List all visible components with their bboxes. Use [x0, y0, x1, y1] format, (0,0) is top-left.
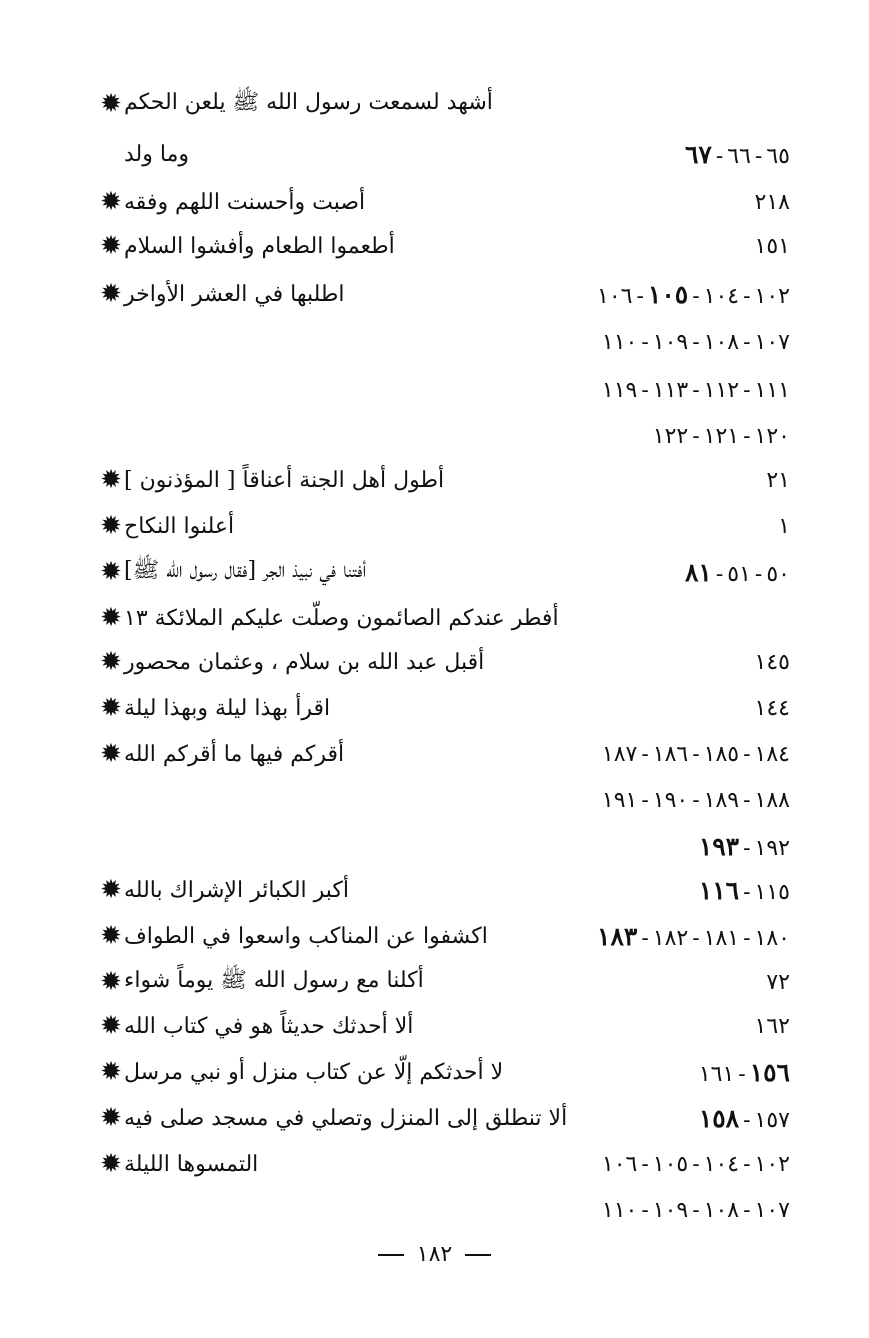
index-entry	[90, 274, 790, 314]
index-entry	[90, 552, 790, 592]
star-bullet-icon: ✹	[100, 693, 122, 723]
index-entry	[90, 1144, 790, 1184]
star-bullet-icon: ✹	[100, 647, 122, 677]
page-ref: ١٨٩	[703, 787, 740, 813]
entry-page-refs	[766, 970, 790, 995]
ref-separator: -	[743, 879, 751, 905]
ref-separator: -	[692, 377, 700, 403]
ref-separator: -	[743, 1107, 751, 1133]
index-entry	[90, 916, 790, 956]
ref-separator: -	[743, 787, 751, 813]
entry-text: أطول أهل الجنة أعناقاً [ المؤذنون ]	[124, 467, 445, 493]
page-ref: ١٨٢	[652, 925, 689, 951]
page-ref: ١٩٣	[698, 831, 740, 861]
star-bullet-icon: ✹	[100, 875, 122, 905]
ref-separator: -	[743, 1151, 751, 1177]
ref-separator: -	[692, 1151, 700, 1177]
entry-page-refs	[597, 280, 790, 309]
entry-text: أصبت وأحسنت اللهم وفقه	[124, 189, 366, 215]
page-footer	[0, 1242, 869, 1267]
page-ref: ١٠٢	[754, 1151, 790, 1177]
entry-text: ألا أحدثك حديثاً هو في كتاب الله	[124, 1013, 414, 1039]
index-entry	[90, 134, 790, 174]
page-ref: ١٠٥	[647, 279, 689, 309]
entry-text: أفطر عندكم الصائمون وصلّت عليكم الملائكة ١٣	[124, 605, 559, 631]
star-bullet-icon: ✹	[100, 1103, 122, 1133]
ref-separator: -	[641, 329, 649, 355]
index-entry	[90, 1098, 790, 1138]
index-entry	[90, 1052, 790, 1092]
page-ref: ١٠٨	[703, 329, 740, 355]
entry-page-refs	[755, 190, 790, 215]
page-ref: ١١١	[754, 377, 790, 403]
ref-separator: -	[641, 1197, 649, 1223]
page-ref: ١١٣	[652, 377, 689, 403]
page-ref: ١٠٥	[652, 1151, 689, 1177]
page-ref: ١٤٤	[754, 695, 790, 721]
star-bullet-icon: ✹	[100, 967, 122, 997]
page-ref: ١٨٥	[703, 741, 740, 767]
ref-separator: -	[715, 561, 724, 587]
star-bullet-icon: ✹	[100, 603, 122, 633]
ref-separator: -	[743, 283, 751, 309]
ref-separator: -	[743, 925, 751, 951]
entry-page-refs	[755, 696, 790, 721]
ref-separator: -	[738, 1061, 746, 1087]
ref-separator: -	[692, 787, 700, 813]
entry-page-refs	[766, 468, 790, 493]
entry-page-refs	[602, 788, 790, 813]
ref-separator: -	[743, 377, 751, 403]
entry-page-refs	[778, 514, 790, 539]
index-entry	[90, 84, 790, 124]
index-entry	[90, 688, 790, 728]
ref-separator: -	[641, 787, 649, 813]
page-ref: ١٥١	[754, 233, 790, 259]
entry-page-refs	[685, 558, 790, 587]
star-bullet-icon: ✹	[100, 187, 122, 217]
entry-text: أقبل عبد الله بن سلام ، وعثمان محصور	[124, 649, 485, 675]
star-bullet-icon: ✹	[100, 89, 122, 119]
page-ref: ٦٥	[766, 143, 790, 169]
page-ref: ١٠٩	[652, 329, 689, 355]
star-bullet-icon: ✹	[100, 557, 122, 587]
entry-page-refs	[597, 922, 790, 951]
entry-text: أطعموا الطعام وأفشوا السلام	[124, 233, 395, 259]
page-ref: ١٠٧	[754, 329, 790, 355]
entry-page-refs	[602, 1152, 790, 1177]
index-entry	[90, 226, 790, 266]
ref-separator: -	[641, 741, 649, 767]
footer-dash-right	[465, 1254, 491, 1256]
page-ref: ٢١٨	[754, 189, 790, 215]
page-ref: ١٦١	[698, 1061, 735, 1087]
ref-separator: -	[692, 283, 700, 309]
entry-text: أكبر الكبائر الإشراك بالله	[124, 877, 349, 903]
ref-separator: -	[715, 143, 724, 169]
ref-separator: -	[692, 329, 700, 355]
entry-page-refs	[755, 650, 790, 675]
page-ref: ٥١	[727, 561, 751, 587]
page-ref: ١٠٢	[754, 283, 790, 309]
entry-page-refs	[699, 876, 790, 905]
index-entry	[90, 370, 790, 410]
page-ref: ١٢٠	[754, 423, 790, 449]
ref-separator: -	[754, 143, 763, 169]
page-ref: ١	[778, 513, 790, 539]
page-ref: ٧٢	[766, 969, 790, 995]
entry-text: ألا تنطلق إلى المنزل وتصلي في مسجد صلى فيه	[124, 1105, 568, 1131]
ref-separator: -	[743, 423, 751, 449]
page-ref: ١٨٦	[652, 741, 689, 767]
page-ref: ١٠٦	[601, 1151, 638, 1177]
ref-separator: -	[743, 329, 751, 355]
entry-page-refs	[602, 742, 790, 767]
page-ref: ٢١	[766, 467, 790, 493]
ref-separator: -	[692, 925, 700, 951]
ref-separator: -	[743, 741, 751, 767]
page-number: ١٨٢	[416, 1242, 453, 1267]
ref-separator: -	[692, 741, 700, 767]
page-ref: ١٠٦	[597, 283, 633, 309]
entry-text: وما ولد	[124, 141, 189, 167]
page-ref: ١٥٦	[749, 1057, 790, 1087]
index-entry	[90, 416, 790, 456]
page-ref: ١١٩	[601, 377, 638, 403]
page-ref: ١٦٢	[754, 1013, 790, 1039]
index-entry	[90, 598, 790, 638]
entry-page-refs	[602, 1198, 790, 1223]
ref-separator: -	[743, 835, 751, 861]
entry-text: اكشفوا عن المناكب واسعوا في الطواف	[124, 923, 488, 949]
index-entry	[90, 734, 790, 774]
page-ref: ١٠٩	[652, 1197, 689, 1223]
star-bullet-icon: ✹	[100, 921, 122, 951]
page-ref: ١٠٤	[703, 1151, 740, 1177]
ref-separator: -	[743, 1197, 751, 1223]
entry-page-refs	[699, 1058, 790, 1087]
star-bullet-icon: ✹	[100, 1057, 122, 1087]
page-ref: ١٨٣	[597, 921, 638, 951]
page-ref: ١٨٤	[754, 741, 790, 767]
page-ref: ١٨١	[703, 925, 740, 951]
page-ref: ٦٧	[684, 139, 712, 169]
page-ref: ١٢٢	[652, 423, 689, 449]
ref-separator: -	[641, 925, 649, 951]
index-entry	[90, 460, 790, 500]
page-ref: ١٢١	[703, 423, 740, 449]
index-entry	[90, 506, 790, 546]
entry-page-refs	[755, 234, 790, 259]
page-ref: ١٤٥	[754, 649, 790, 675]
index-entry	[90, 1190, 790, 1230]
entry-text: أكلنا مع رسول الله ﷺ يوماً شواء	[124, 968, 424, 993]
page-ref: ١٠٧	[754, 1197, 790, 1223]
index-entry	[90, 642, 790, 682]
index-entry	[90, 322, 790, 362]
star-bullet-icon: ✹	[100, 1011, 122, 1041]
page-ref: ١٨٠	[754, 925, 790, 951]
index-entry	[90, 1006, 790, 1046]
index-entry	[90, 780, 790, 820]
entry-page-refs	[685, 140, 790, 169]
star-bullet-icon: ✹	[100, 231, 122, 261]
page-ref: ١٨٧	[601, 741, 638, 767]
page-ref: ١٥٧	[754, 1107, 790, 1133]
entry-text: أفتنا في نبيذ الجر [فقال رسول الله ﷺ]	[124, 558, 367, 583]
star-bullet-icon: ✹	[100, 1149, 122, 1179]
page-ref: ٥٠	[766, 561, 790, 587]
star-bullet-icon: ✹	[100, 465, 122, 495]
star-bullet-icon: ✹	[100, 511, 122, 541]
page-ref: ١٩٠	[652, 787, 689, 813]
ref-separator: -	[636, 283, 644, 309]
entry-text: أقركم فيها ما أقركم الله	[124, 741, 345, 767]
entry-text: أعلنوا النكاح	[124, 513, 235, 539]
entry-page-refs	[602, 378, 790, 403]
page-ref: ١١٠	[601, 1197, 638, 1223]
index-entry	[90, 870, 790, 910]
star-bullet-icon: ✹	[100, 279, 122, 309]
page-ref: ١٨٨	[754, 787, 790, 813]
page-ref: ١١٥	[754, 879, 790, 905]
index-entry	[90, 826, 790, 866]
ref-separator: -	[641, 1151, 649, 1177]
ref-separator: -	[692, 1197, 700, 1223]
ref-separator: -	[754, 561, 763, 587]
entry-page-refs	[699, 1104, 790, 1133]
page-ref: ٨١	[684, 557, 712, 587]
page-ref: ١٠٤	[703, 283, 740, 309]
page-ref: ١١٢	[703, 377, 740, 403]
entry-page-refs	[602, 330, 790, 355]
entry-text: التمسوها الليلة	[124, 1151, 259, 1177]
ref-separator: -	[692, 423, 700, 449]
page-ref: ١٩١	[601, 787, 638, 813]
footer-dash-left	[378, 1254, 404, 1256]
entry-text: أشهد لسمعت رسول الله ﷺ يلعن الحكم	[124, 90, 493, 115]
entry-text: لا أحدثكم إلّا عن كتاب منزل أو نبي مرسل	[124, 1059, 504, 1085]
page-ref: ١٠٨	[703, 1197, 740, 1223]
page-ref: ١٥٨	[698, 1103, 740, 1133]
index-entry	[90, 962, 790, 1002]
page-ref: ١٩٢	[754, 835, 790, 861]
star-bullet-icon: ✹	[100, 739, 122, 769]
page-ref: ٦٦	[727, 143, 751, 169]
entry-text: اقرأ بهذا ليلة وبهذا ليلة	[124, 695, 331, 721]
entry-text: اطلبها في العشر الأواخر	[124, 281, 345, 307]
index-entry	[90, 182, 790, 222]
page-ref: ١١٠	[601, 329, 638, 355]
ref-separator: -	[641, 377, 649, 403]
entry-page-refs	[755, 1014, 790, 1039]
entry-page-refs	[699, 832, 790, 861]
entry-page-refs	[653, 424, 790, 449]
page-ref: ١١٦	[698, 875, 740, 905]
